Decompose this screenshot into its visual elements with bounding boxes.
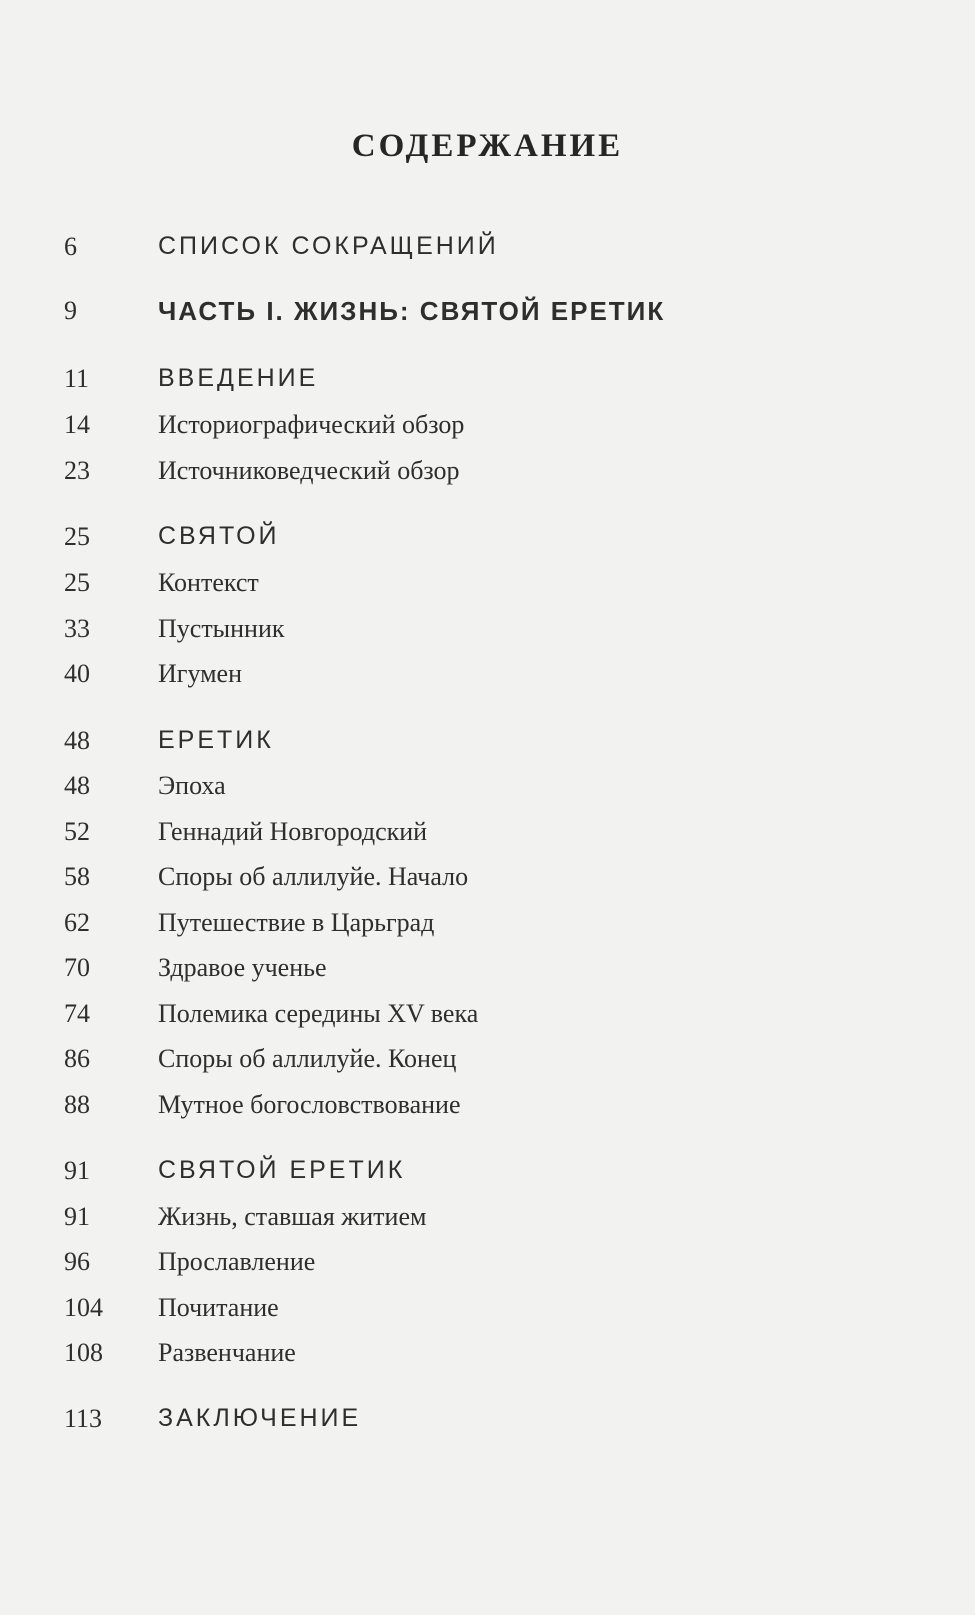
toc-entry-title: Источниковедческий обзор xyxy=(158,456,460,485)
toc-entry xyxy=(0,953,975,989)
toc-entry-title: ЕРЕТИК xyxy=(158,726,274,754)
toc-entry xyxy=(0,771,975,807)
toc-entry-title: Почитание xyxy=(158,1293,279,1322)
toc-page-number: 58 xyxy=(64,862,90,891)
toc-page-number: 6 xyxy=(64,232,77,261)
toc-entry xyxy=(0,862,975,898)
toc-entry xyxy=(0,1202,975,1238)
toc-entry xyxy=(0,908,975,944)
toc-entry-title: ВВЕДЕНИЕ xyxy=(158,364,319,392)
toc-entry xyxy=(0,1156,975,1192)
toc-page-number: 91 xyxy=(64,1202,90,1231)
toc-entry-title: Споры об аллилуйе. Начало xyxy=(158,862,469,891)
toc-entry-title: Прославление xyxy=(158,1247,316,1276)
toc-entry-title: Эпоха xyxy=(158,771,226,800)
toc-entry-title: ЧАСТЬ I. ЖИЗНЬ: СВЯТОЙ ЕРЕТИК xyxy=(158,296,666,326)
toc-page-number: 104 xyxy=(64,1293,103,1322)
toc-entry-title: Развенчание xyxy=(158,1338,296,1367)
toc-page-number: 48 xyxy=(64,771,90,800)
toc-page-number: 91 xyxy=(64,1156,90,1185)
page-title: СОДЕРЖАНИЕ xyxy=(351,128,624,164)
toc-page-number: 113 xyxy=(64,1404,103,1433)
toc-entry-title: Споры об аллилуйе. Конец xyxy=(158,1044,457,1073)
toc-entry xyxy=(0,522,975,558)
toc-entry xyxy=(0,410,975,446)
toc-page-number: 40 xyxy=(64,659,90,688)
toc-page-number: 11 xyxy=(64,364,90,393)
toc-entry-title: Игумен xyxy=(158,659,243,688)
toc-entry-title: СВЯТОЙ ЕРЕТИК xyxy=(158,1156,406,1184)
toc-page-number: 70 xyxy=(64,953,90,982)
toc-entry xyxy=(0,296,975,332)
toc-entry xyxy=(0,999,975,1035)
toc-page-number: 74 xyxy=(64,999,90,1028)
toc-entry xyxy=(0,1044,975,1080)
toc-entry xyxy=(0,1247,975,1283)
toc-page-number: 108 xyxy=(64,1338,103,1367)
toc-entry-title: СПИСОК СОКРАЩЕНИЙ xyxy=(158,232,499,260)
toc-page-number: 33 xyxy=(64,614,90,643)
toc-entry xyxy=(0,659,975,695)
toc-entry-title: Пустынник xyxy=(158,614,285,643)
toc-entry-title: Контекст xyxy=(158,568,259,597)
toc-page-number: 9 xyxy=(64,296,77,325)
toc-entry xyxy=(0,726,975,762)
toc-page-number: 14 xyxy=(64,410,90,439)
toc-entry xyxy=(0,1090,975,1126)
toc-entry xyxy=(0,364,975,400)
toc-entry xyxy=(0,1404,975,1440)
toc-entry-title: Мутное богословствование xyxy=(158,1090,461,1119)
toc-entry-title: СВЯТОЙ xyxy=(158,522,280,550)
toc-page-number: 62 xyxy=(64,908,90,937)
toc-entry-title: Путешествие в Царьград xyxy=(158,908,435,937)
toc-entry xyxy=(0,456,975,492)
toc-page-number: 25 xyxy=(64,568,90,597)
toc-page-number: 23 xyxy=(64,456,90,485)
toc-entry xyxy=(0,1338,975,1374)
toc-entry-title: ЗАКЛЮЧЕНИЕ xyxy=(158,1404,362,1432)
toc-page-number: 96 xyxy=(64,1247,90,1276)
toc-page-number: 88 xyxy=(64,1090,90,1119)
toc-entry xyxy=(0,232,975,268)
toc-entry xyxy=(0,817,975,853)
toc-entry xyxy=(0,568,975,604)
toc-entry-title: Полемика середины XV века xyxy=(158,999,479,1028)
toc-page-number: 86 xyxy=(64,1044,90,1073)
toc-entry xyxy=(0,1293,975,1329)
toc-page-number: 25 xyxy=(64,522,90,551)
toc-page-number: 52 xyxy=(64,817,90,846)
toc-entry-title: Здравое ученье xyxy=(158,953,327,982)
toc-entry xyxy=(0,614,975,650)
toc-entry-title: Историографический обзор xyxy=(158,410,465,439)
toc-entry-title: Жизнь, ставшая житием xyxy=(158,1202,427,1231)
toc-entry-title: Геннадий Новгородский xyxy=(158,817,428,846)
toc-page-number: 48 xyxy=(64,726,90,755)
